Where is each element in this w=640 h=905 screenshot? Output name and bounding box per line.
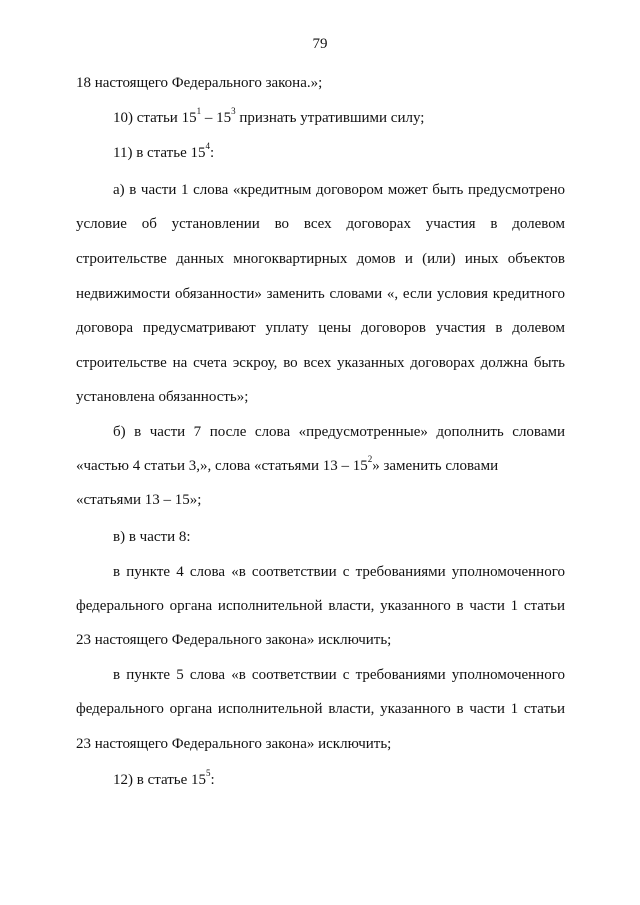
text-line: строительстве на счета эскроу, во всех указанных договорах должна быть [76, 355, 565, 371]
text-line: 18 настоящего Федерального закона.»; [76, 75, 323, 91]
text-line: б) в части 7 после слова «предусмотренные» дополнить словами [113, 424, 565, 440]
list-item-10: 10) статьи $15^1 - 15^3$ признать утратившими силу; [113, 106, 425, 126]
text-line: строительстве данных многоквартирных домов и (или) иных объектов [76, 251, 565, 267]
text-line: 23 настоящего Федерального закона» исключить; [76, 632, 392, 648]
text-line: условие об установлении во всех договорах участия в долевом [76, 216, 565, 232]
text-line: «статьями 13 – 15»; [76, 492, 202, 508]
text-line: в) в части 8: [113, 529, 191, 545]
text-line: в пункте 5 слова «в соответствии с требованиями уполномоченного [113, 667, 565, 683]
text-line: федерального органа исполнительной власти, указанного в части 1 статьи [76, 598, 565, 614]
list-item-11: 11) в статье $15^4$: [113, 141, 215, 161]
text-line: федерального органа исполнительной власти, указанного в части 1 статьи [76, 701, 565, 717]
page-number: 79 [312, 36, 328, 52]
text-line: в пункте 4 слова «в соответствии с требованиями уполномоченного [113, 564, 565, 580]
text-line: установлена обязанность»; [76, 389, 249, 405]
text-line: «частью 4 статьи 3,», слова «статьями $13 - 15^2$» заменить словами [76, 454, 499, 474]
text-line: 23 настоящего Федерального закона» исключить; [76, 736, 392, 752]
list-item-12: 12) в статье $15^5$: [113, 768, 215, 788]
text-line: договора предусматривают уплату цены договоров участия в долевом [76, 320, 565, 336]
text-line: а) в части 1 слова «кредитным договором может быть предусмотрено [113, 182, 565, 198]
text-line: недвижимости обязанности» заменить словами «, если условия кредитного [76, 286, 565, 302]
